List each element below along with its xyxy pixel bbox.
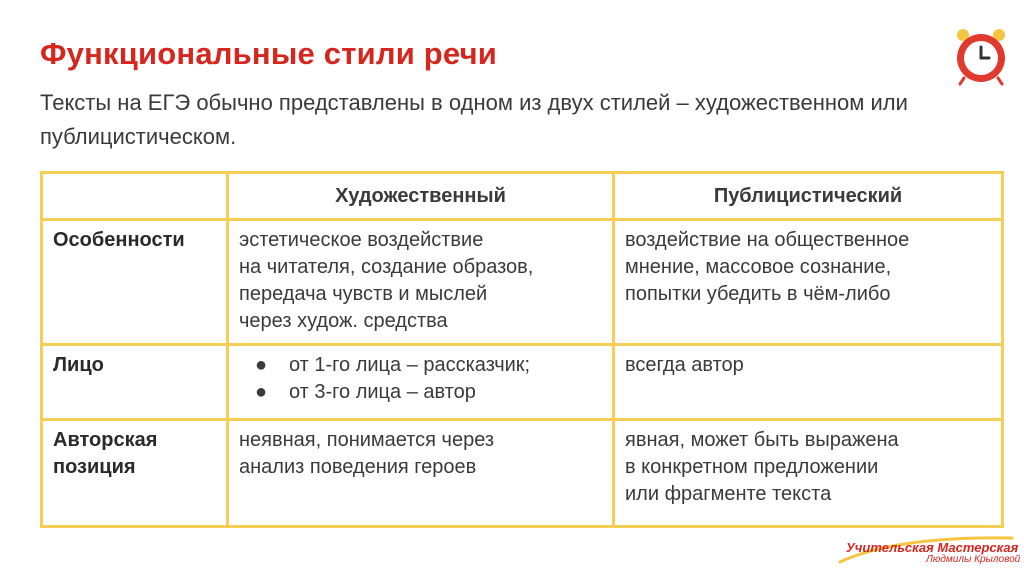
alarm-clock-icon bbox=[950, 24, 1012, 86]
row-label-features: Особенности bbox=[42, 220, 228, 345]
logo-title: Учительская Мастерская bbox=[846, 540, 1019, 555]
slide-title: Функциональные стили речи bbox=[40, 36, 498, 71]
cell-artistic-person bbox=[228, 345, 614, 420]
table-row bbox=[42, 220, 1003, 345]
table-header-row bbox=[42, 173, 1003, 220]
cell-line: передача чувств и мыслей bbox=[239, 283, 488, 305]
table-row bbox=[42, 420, 1003, 527]
cell-line: мнение, массовое сознание, bbox=[625, 256, 892, 278]
cell-artistic-features bbox=[228, 220, 614, 345]
cell-line: явная, может быть выражена bbox=[625, 429, 899, 451]
bullet-list bbox=[239, 352, 602, 406]
cell-line: или фрагменте текста bbox=[625, 483, 832, 505]
list-item bbox=[239, 352, 602, 379]
list-item bbox=[239, 379, 602, 406]
list-item-text: от 1-го лица – рассказчик; bbox=[289, 354, 531, 376]
list-item-text: от 3-го лица – автор bbox=[289, 381, 476, 403]
row-label-line: позиция bbox=[53, 456, 136, 478]
cell-line: неявная, понимается через bbox=[239, 429, 495, 451]
cell-line: в конкретном предложении bbox=[625, 456, 879, 478]
row-label-line: Авторская bbox=[53, 429, 158, 451]
cell-publicistic-position bbox=[614, 420, 1003, 527]
logo-subtitle: Людмилы Крыловой bbox=[926, 554, 1021, 565]
header-publicistic: Публицистический bbox=[614, 173, 1003, 220]
cell-line: через худож. средства bbox=[239, 310, 448, 332]
cell-line: анализ поведения героев bbox=[239, 456, 477, 478]
brand-logo bbox=[836, 532, 1021, 568]
cell-publicistic-features bbox=[614, 220, 1003, 345]
cell-line: эстетическое воздействие bbox=[239, 229, 484, 251]
slide-subtitle: Тексты на ЕГЭ обычно представлены в одном из двух стилей – художественном или публицистическом. bbox=[40, 90, 908, 149]
header-artistic: Художественный bbox=[228, 173, 614, 220]
bullet-icon: ● bbox=[255, 381, 268, 403]
bullet-icon: ● bbox=[255, 354, 268, 376]
cell-publicistic-person bbox=[614, 345, 1003, 420]
table-row bbox=[42, 345, 1003, 420]
cell-line: всегда автор bbox=[625, 354, 744, 376]
row-label-author-position bbox=[42, 420, 228, 527]
header-empty-cell bbox=[42, 173, 228, 220]
cell-artistic-position bbox=[228, 420, 614, 527]
cell-line: на читателя, создание образов, bbox=[239, 256, 534, 278]
cell-line: попытки убедить в чём-либо bbox=[625, 283, 891, 305]
row-label-person: Лицо bbox=[42, 345, 228, 420]
styles-comparison-table bbox=[40, 171, 1004, 528]
cell-line: воздействие на общественное bbox=[625, 229, 910, 251]
